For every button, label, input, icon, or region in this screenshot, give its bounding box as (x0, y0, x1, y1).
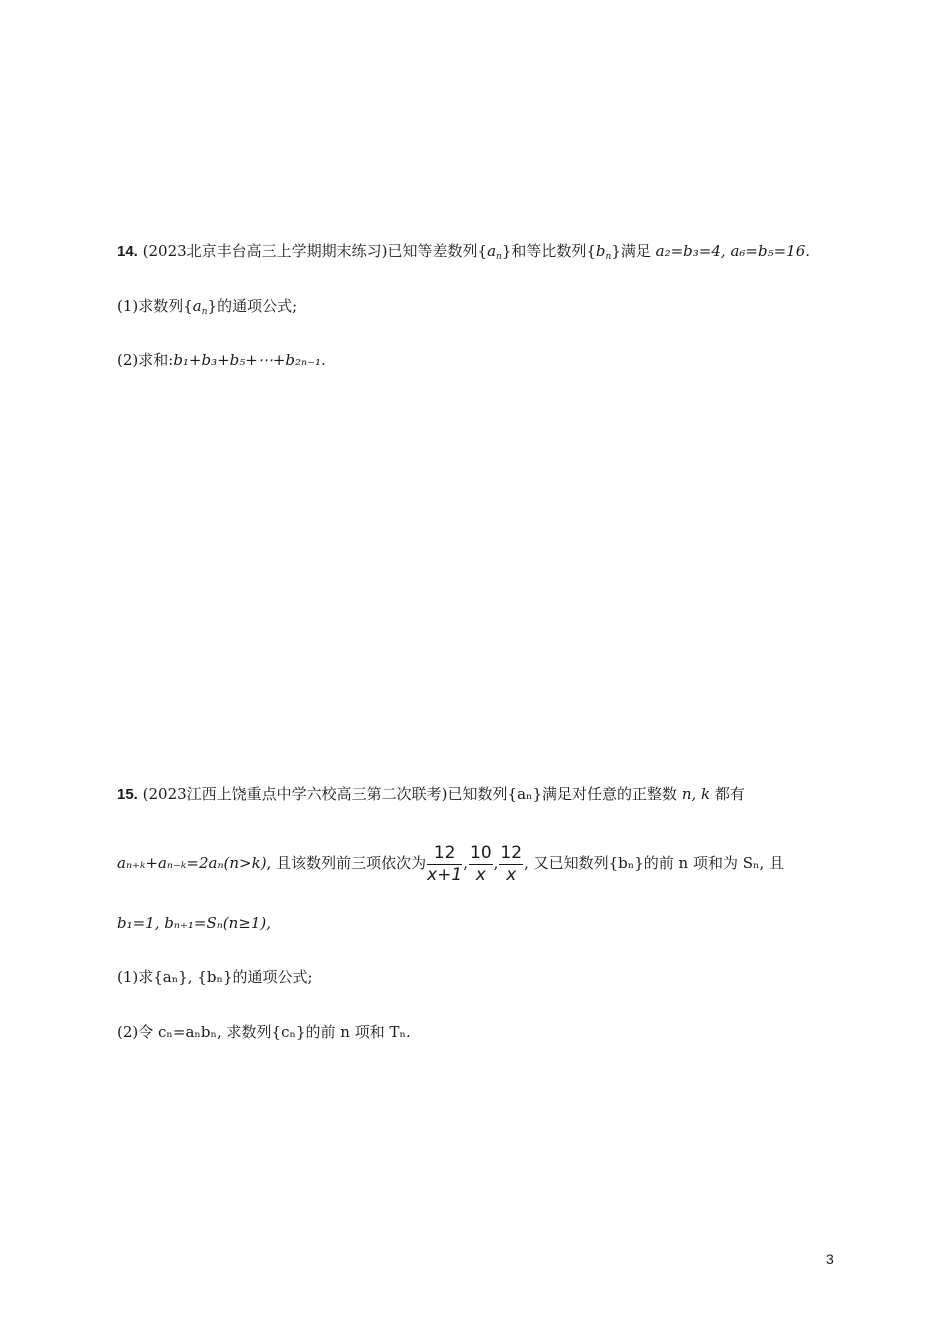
q15-relation: aₙ₊ₖ+aₙ₋ₖ=2aₙ(n>k) (117, 854, 267, 872)
q14-number: 14. (117, 243, 138, 260)
q14-var-b: b (595, 242, 606, 260)
q15-part2-text: (2)令 cₙ=aₙbₙ, 求数列{cₙ}的前 n 项和 Tₙ. (117, 1023, 411, 1041)
q15-frac3-denominator: x (506, 864, 517, 885)
q14-condition: a₂=b₃=4, a₆=b₅=16. (655, 242, 811, 260)
q14-part2-label: (2)求和: (117, 351, 174, 369)
q15-line3 (117, 913, 271, 933)
q14-var-a: a (487, 242, 497, 260)
q14-sub-n2: n (605, 252, 612, 262)
q15-frac2-numerator: 10 (470, 842, 492, 863)
q14-stem-a: 已知等差数列{ (387, 242, 488, 260)
q14-part1-var: a (192, 297, 202, 315)
q15-stem-text: 已知数列{aₙ}满足对任意的正整数 (447, 785, 678, 803)
q15-stem (117, 784, 745, 805)
q15-number: 15. (117, 786, 138, 803)
q15-frac3-numerator: 12 (500, 842, 523, 863)
q15-frac2-denominator: x (475, 864, 486, 885)
q15-part1-text: (1)求{aₙ}, {bₙ}的通项公式; (117, 968, 313, 986)
q14-part2-sum: b₁+b₃+b₅+⋯+b₂ₙ₋₁. (173, 351, 326, 369)
q14-stem-c: }满足 (611, 242, 651, 260)
q14-part1-sub: n (201, 307, 208, 317)
q15-b-condition: b₁=1, bₙ₊₁=Sₙ(n≥1), (117, 914, 272, 932)
q15-fraction-1 (427, 843, 462, 886)
q15-part1 (117, 967, 313, 987)
q14-part1 (117, 296, 297, 316)
q15-mid: , 且该数列前三项依次为 (266, 854, 427, 872)
q15-source: (2023江西上饶重点中学六校高三第二次联考) (142, 785, 448, 803)
q14-sub-n: n (496, 252, 502, 262)
q14-stem-b: }和等比数列{ (501, 242, 596, 260)
page-number: 3 (826, 1251, 834, 1267)
q15-frac1-denominator: x+1 (427, 864, 463, 885)
q15-part2 (117, 1022, 411, 1042)
q15-fraction-2 (469, 843, 493, 886)
q14-part1-tail: }的通项公式; (207, 297, 298, 315)
q15-frac1-numerator: 12 (427, 843, 462, 865)
q14-part2 (117, 350, 326, 370)
q15-line2: aₙ₊ₖ+aₙ₋ₖ=2aₙ(n>k), 且该数列前三项依次为 $\frac{12}{x+1}$ , $\frac{10}{x}$ , $\frac{12}{x}$ , 又已知数列{bₙ}的前 n 项和为 Sₙ, 且 (117, 842, 785, 885)
q15-vars: n, k (681, 785, 711, 803)
q14-part1-label: (1)求数列{ (117, 297, 193, 315)
q15-fraction-3 (499, 843, 523, 886)
q15-stem-end: 都有 (714, 785, 745, 803)
q15-tail: , 又已知数列{bₙ}的前 n 项和为 Sₙ, 且 (524, 854, 785, 872)
q14-stem (117, 241, 810, 262)
q14-source: (2023北京丰台高三上学期期末练习) (142, 242, 388, 260)
